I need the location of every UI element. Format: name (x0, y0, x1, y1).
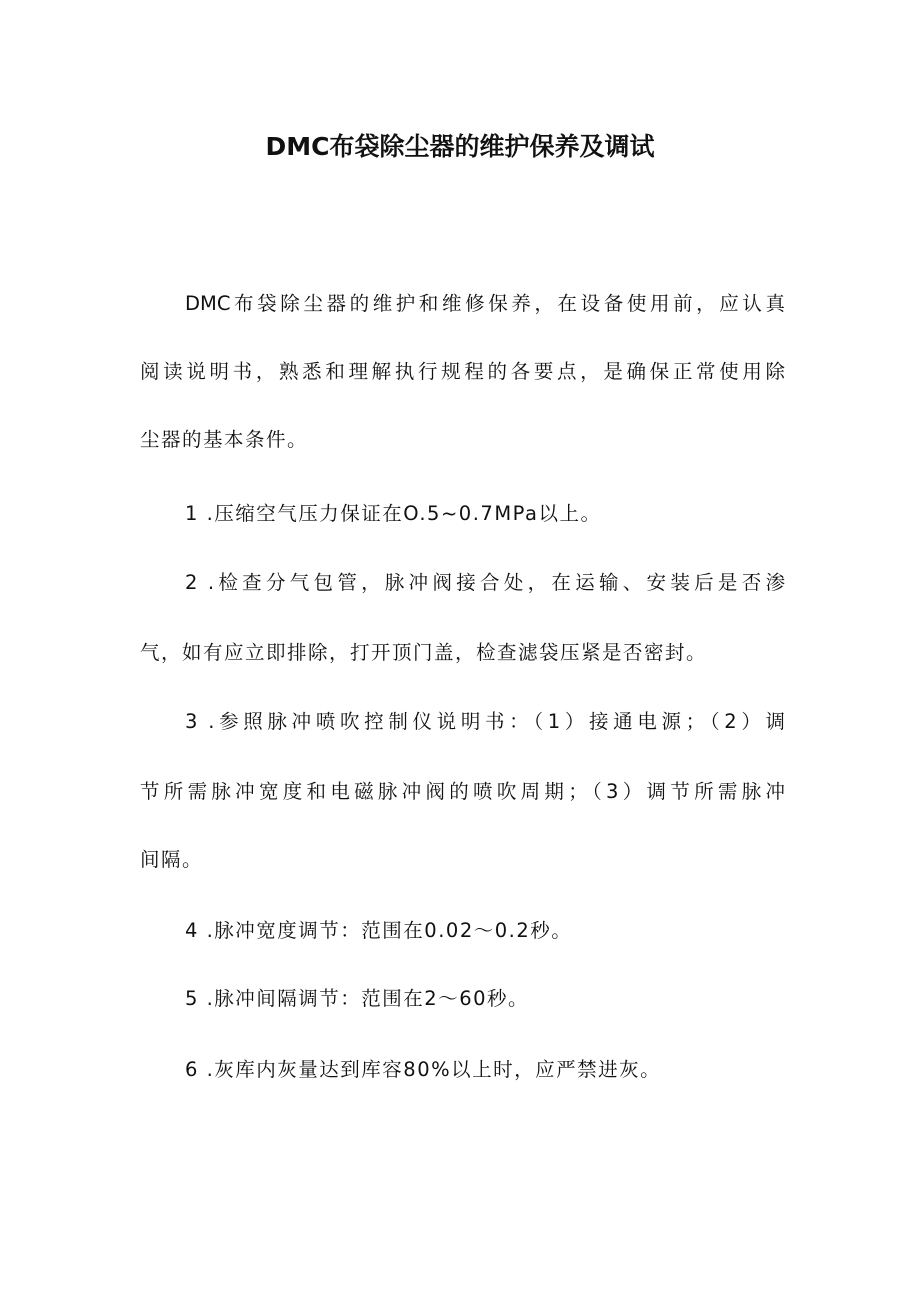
item-1-paragraph (140, 503, 785, 525)
item-3-line-1: 3 .参照脉冲喷吹控制仪说明书：（1）接通电源；（2）调 (185, 710, 785, 733)
item-2-paragraph (140, 572, 785, 664)
item-2-line-2: 气，如有应立即排除，打开顶门盖，检查滤袋压紧是否密封。 (140, 641, 708, 664)
item-3-line-2: 节所需脉冲宽度和电磁脉冲阀的喷吹周期；（3）调节所需脉冲 (140, 780, 785, 803)
intro-line-2: 阅读说明书，熟悉和理解执行规程的各要点，是确保正常使用除 (140, 360, 785, 383)
intro-line-3: 尘器的基本条件。 (140, 428, 309, 451)
item-4-paragraph (140, 920, 785, 942)
item-6-line-1: 6 .灰库内灰量达到库容80%以上时，应严禁进灰。 (185, 1058, 662, 1081)
item-3-paragraph (140, 711, 785, 871)
item-1-line-1: 1 .压缩空气压力保证在O.5~0.7MPa以上。 (185, 502, 602, 525)
item-5-line-1: 5 .脉冲间隔调节：范围在2～60秒。 (185, 987, 530, 1010)
intro-line-1: DMC布袋除尘器的维护和维修保养，在设备使用前，应认真 (185, 292, 785, 315)
intro-paragraph (140, 293, 785, 451)
item-2-line-1: 2 .检查分气包管，脉冲阀接合处，在运输、安装后是否渗 (185, 571, 785, 594)
document-title: DMC布袋除尘器的维护保养及调试 (265, 132, 655, 161)
item-4-line-1: 4 .脉冲宽度调节：范围在0.02～0.2秒。 (185, 919, 573, 942)
item-6-paragraph (140, 1059, 785, 1081)
item-3-line-3: 间隔。 (140, 848, 204, 871)
item-5-paragraph (140, 988, 785, 1010)
